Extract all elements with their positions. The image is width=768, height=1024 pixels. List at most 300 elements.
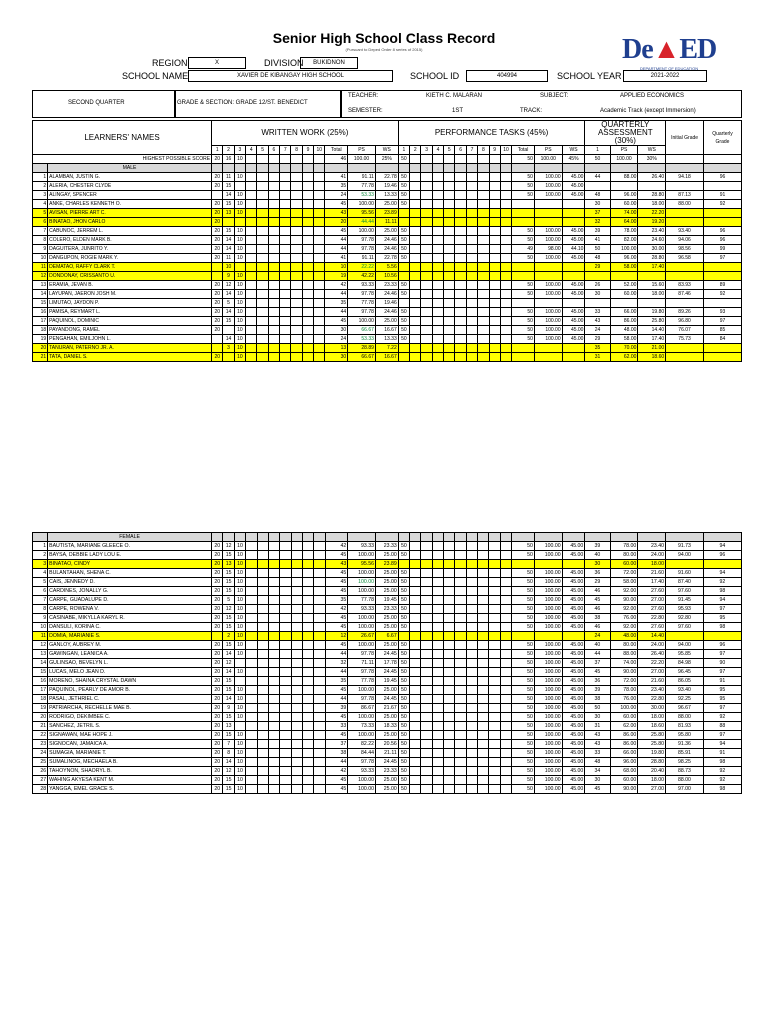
qa-ws: 22.80 — [638, 614, 666, 623]
pt-ps: 100.00 — [534, 641, 562, 650]
qa-ws: 22.20 — [638, 659, 666, 668]
pt-score-9 — [489, 749, 500, 758]
learner-name: TAHOYNON, SHAORYL B. — [48, 767, 212, 776]
ww-score-5 — [257, 641, 268, 650]
section-cell — [280, 533, 291, 542]
pt-score-6 — [455, 218, 466, 227]
page-subnote: (Pursuant to Deped Order 8 series of 2015) — [345, 47, 423, 52]
ww-score-7 — [280, 605, 291, 614]
pt-score-1: 50 — [398, 578, 409, 587]
ww-score-7 — [280, 326, 291, 335]
ww-score-5 — [257, 731, 268, 740]
row-number: 3 — [33, 191, 48, 200]
ww-score-1: 20 — [212, 623, 223, 632]
pt-score-8 — [478, 767, 489, 776]
highest-pt-7 — [466, 155, 477, 164]
quarterly-grade — [703, 299, 741, 308]
ww-ps: 100.00 — [348, 713, 376, 722]
male-section — [33, 164, 742, 173]
ww-ps: 100.00 — [348, 686, 376, 695]
qa-ws: 19.80 — [638, 308, 666, 317]
ww-score-1: 20 — [212, 245, 223, 254]
pt-score-4 — [432, 245, 443, 254]
pt-score-6 — [455, 722, 466, 731]
row-number: 18 — [33, 326, 48, 335]
ww-score-1: 20 — [212, 227, 223, 236]
row-number: 11 — [33, 263, 48, 272]
pt-score-8 — [478, 290, 489, 299]
qa-header-line-1: QUARTERLY — [601, 120, 650, 129]
pt-score-1: 50 — [398, 695, 409, 704]
ww-ws: 22.78 — [375, 173, 398, 182]
ww-total: 35 — [325, 299, 348, 308]
male-learner-row — [33, 272, 742, 281]
pt-score-1: 50 — [398, 173, 409, 182]
ww-score-10 — [314, 263, 325, 272]
qa-ps: 70.00 — [610, 344, 638, 353]
ww-score-4 — [246, 308, 257, 317]
ww-score-3: 10 — [234, 299, 245, 308]
qa-ps: 88.00 — [610, 650, 638, 659]
pt-score-10 — [500, 560, 511, 569]
ww-total: 43 — [325, 209, 348, 218]
ww-score-7 — [280, 578, 291, 587]
ww-score-3: 10 — [234, 650, 245, 659]
pt-score-8 — [478, 578, 489, 587]
pt-ws — [562, 272, 585, 281]
qa-ps: 92.00 — [610, 605, 638, 614]
pt-score-6 — [455, 209, 466, 218]
pt-score-8 — [478, 569, 489, 578]
pt-total: 50 — [512, 767, 535, 776]
initial-grade: 96.45 — [666, 668, 704, 677]
pt-score-8 — [478, 785, 489, 794]
pt-score-2 — [410, 677, 421, 686]
ww-score-3 — [234, 722, 245, 731]
quarterly-assessment-header — [585, 121, 666, 146]
ww-score-2: 9 — [223, 272, 234, 281]
ww-score-10 — [314, 308, 325, 317]
ww-score-10 — [314, 668, 325, 677]
pt-ws: 45.00 — [562, 308, 585, 317]
pt-score-2 — [410, 542, 421, 551]
pt-score-6 — [455, 650, 466, 659]
pt-score-1: 50 — [398, 749, 409, 758]
pt-score-8 — [478, 650, 489, 659]
pt-score-7 — [466, 722, 477, 731]
ww-ps: 100.00 — [348, 569, 376, 578]
quarterly-grade — [703, 344, 741, 353]
female-learner-row — [33, 605, 742, 614]
ww-total: 35 — [325, 182, 348, 191]
ww-score-6 — [268, 695, 279, 704]
ww-ps-col: PS — [348, 146, 376, 155]
ww-score-8 — [291, 551, 302, 560]
ww-score-10 — [314, 731, 325, 740]
pt-ps — [534, 209, 562, 218]
ww-score-2 — [223, 353, 234, 362]
pt-score-5 — [444, 785, 455, 794]
ww-score-4 — [246, 587, 257, 596]
pt-score-6 — [455, 767, 466, 776]
ww-score-2: 13 — [223, 209, 234, 218]
highest-pt-total: 50 — [512, 155, 535, 164]
pt-ps: 100.00 — [534, 236, 562, 245]
ww-score-4 — [246, 767, 257, 776]
qa-score: 40 — [585, 551, 610, 560]
qa-score: 39 — [585, 542, 610, 551]
ww-total: 42 — [325, 542, 348, 551]
ww-score-5 — [257, 713, 268, 722]
pt-score-3 — [421, 650, 432, 659]
quarterly-grade: 97 — [703, 650, 741, 659]
ww-score-9 — [302, 659, 313, 668]
qa-ps: 72.00 — [610, 569, 638, 578]
pt-score-3 — [421, 614, 432, 623]
pt-total: 50 — [512, 650, 535, 659]
ww-ps: 91.11 — [348, 254, 376, 263]
quarterly-grade: 92 — [703, 200, 741, 209]
highest-pt-8 — [478, 155, 489, 164]
pt-total — [512, 344, 535, 353]
pt-score-10 — [500, 677, 511, 686]
quarterly-grade — [703, 182, 741, 191]
pt-score-1: 50 — [398, 281, 409, 290]
quarterly-grade — [703, 632, 741, 641]
qa-ps: 58.00 — [610, 578, 638, 587]
ww-score-10 — [314, 758, 325, 767]
pt-score-5 — [444, 605, 455, 614]
pt-score-2 — [410, 353, 421, 362]
ww-score-3 — [234, 218, 245, 227]
ww-score-1: 20 — [212, 299, 223, 308]
ww-score-3: 10 — [234, 272, 245, 281]
pt-score-8 — [478, 758, 489, 767]
pt-score-9 — [489, 209, 500, 218]
ww-score-5 — [257, 569, 268, 578]
ww-score-10 — [314, 704, 325, 713]
qa-ws: 14.40 — [638, 326, 666, 335]
section-cell — [455, 164, 466, 173]
pt-total: 50 — [512, 704, 535, 713]
qa-score: 43 — [585, 317, 610, 326]
pt-col-8: 8 — [478, 146, 489, 155]
ww-score-6 — [268, 182, 279, 191]
ww-score-2: 13 — [223, 560, 234, 569]
ww-score-6 — [268, 713, 279, 722]
pt-score-2 — [410, 308, 421, 317]
initial-grade: 96.58 — [666, 254, 704, 263]
pt-score-4 — [432, 686, 443, 695]
pt-score-8 — [478, 272, 489, 281]
ww-score-8 — [291, 722, 302, 731]
ww-score-3: 10 — [234, 641, 245, 650]
row-number: 21 — [33, 353, 48, 362]
pt-total: 50 — [512, 578, 535, 587]
pt-score-2 — [410, 695, 421, 704]
ww-score-2: 15 — [223, 227, 234, 236]
quarterly-grade: 97 — [703, 668, 741, 677]
ww-score-7 — [280, 281, 291, 290]
female-class-record-table — [32, 532, 742, 794]
ww-score-3 — [234, 263, 245, 272]
pt-score-6 — [455, 677, 466, 686]
male-learner-row — [33, 200, 742, 209]
pt-total: 50 — [512, 236, 535, 245]
ww-score-7 — [280, 695, 291, 704]
initial-grade: 87.40 — [666, 578, 704, 587]
ww-ws-col: WS — [375, 146, 398, 155]
pt-score-2 — [410, 299, 421, 308]
section-cell — [455, 533, 466, 542]
ww-col-8: 8 — [291, 146, 302, 155]
ww-score-4 — [246, 632, 257, 641]
section-cell — [500, 164, 511, 173]
pt-score-1 — [398, 272, 409, 281]
pt-score-1: 50 — [398, 200, 409, 209]
initial-grade — [666, 209, 704, 218]
pt-score-9 — [489, 659, 500, 668]
ww-ps: 77.78 — [348, 299, 376, 308]
learner-name: PASAL, JETHRIEL C. — [48, 695, 212, 704]
ww-score-1: 20 — [212, 317, 223, 326]
pt-score-8 — [478, 695, 489, 704]
learner-name: MORENO, SHAINA CRYSTAL DAWN — [48, 677, 212, 686]
initial-grade: 83.93 — [666, 281, 704, 290]
ww-score-10 — [314, 272, 325, 281]
learner-name: BULANTAHAN, SHENA C. — [48, 569, 212, 578]
row-number: 4 — [33, 200, 48, 209]
pt-score-6 — [455, 740, 466, 749]
pt-score-1: 50 — [398, 551, 409, 560]
qa-score: 48 — [585, 758, 610, 767]
school-name-value: XAVIER DE KIBANGAY HIGH SCHOOL — [188, 70, 393, 82]
ww-score-2 — [223, 326, 234, 335]
learner-name: SIGNAWAN, MAE HOPE J. — [48, 731, 212, 740]
pt-score-7 — [466, 587, 477, 596]
ww-score-9 — [302, 758, 313, 767]
pt-score-5 — [444, 542, 455, 551]
pt-ps: 100.00 — [534, 722, 562, 731]
ww-score-6 — [268, 254, 279, 263]
ww-score-5 — [257, 758, 268, 767]
ww-score-5 — [257, 281, 268, 290]
ww-score-3 — [234, 182, 245, 191]
ww-score-5 — [257, 668, 268, 677]
female-learner-row — [33, 785, 742, 794]
logo-text-b: ED — [679, 34, 717, 65]
row-number: 13 — [33, 281, 48, 290]
learner-name: ALINGAY, SPENCER — [48, 191, 212, 200]
row-number: 8 — [33, 236, 48, 245]
ww-total: 38 — [325, 749, 348, 758]
pt-total — [512, 209, 535, 218]
pt-score-1: 50 — [398, 317, 409, 326]
ww-score-9 — [302, 173, 313, 182]
pt-score-5 — [444, 560, 455, 569]
ww-score-2: 15 — [223, 578, 234, 587]
pt-score-4 — [432, 785, 443, 794]
pt-score-10 — [500, 272, 511, 281]
pt-score-5 — [444, 299, 455, 308]
row-number: 14 — [33, 659, 48, 668]
ww-total: 44 — [325, 290, 348, 299]
ww-score-10 — [314, 659, 325, 668]
ww-ws: 23.33 — [376, 767, 399, 776]
pt-score-7 — [466, 695, 477, 704]
pt-score-1: 50 — [398, 326, 409, 335]
ww-total: 45 — [325, 227, 348, 236]
pt-score-9 — [489, 731, 500, 740]
ww-score-10 — [314, 200, 325, 209]
pt-ps: 100.00 — [534, 317, 562, 326]
ww-score-10 — [314, 254, 325, 263]
quarterly-grade: 95 — [703, 614, 741, 623]
learner-name: RODRIGO, DEKIMBEE C. — [48, 713, 212, 722]
pt-score-5 — [444, 551, 455, 560]
section-cell — [212, 164, 223, 173]
pt-score-1: 50 — [398, 542, 409, 551]
ww-score-1: 20 — [212, 731, 223, 740]
learner-name: BAUTISTA, MARIANE GLEECE O. — [48, 542, 212, 551]
ww-score-4 — [246, 731, 257, 740]
qa-ps: 48.00 — [610, 632, 638, 641]
pt-col-3: 3 — [421, 146, 432, 155]
ww-score-9 — [302, 560, 313, 569]
pt-ws: 45.00 — [562, 182, 585, 191]
pt-score-4 — [432, 614, 443, 623]
pt-score-10 — [500, 227, 511, 236]
ww-score-8 — [291, 344, 302, 353]
male-learner-row — [33, 317, 742, 326]
pt-total: 50 — [512, 614, 535, 623]
pt-col-2: 2 — [410, 146, 421, 155]
male-learner-row — [33, 281, 742, 290]
ww-score-2: 15 — [223, 200, 234, 209]
pt-score-10 — [500, 587, 511, 596]
ww-score-5 — [257, 299, 268, 308]
ww-score-6 — [268, 263, 279, 272]
ww-ws: 25.00 — [376, 641, 399, 650]
ww-total: 45 — [325, 578, 348, 587]
pt-score-8 — [478, 200, 489, 209]
qa-score: 46 — [585, 623, 610, 632]
section-cell — [432, 533, 443, 542]
pt-ps: 100.00 — [534, 281, 562, 290]
ww-total: 45 — [325, 776, 348, 785]
qa-ps — [610, 272, 638, 281]
qa-ws: 28.80 — [638, 758, 666, 767]
ww-score-2: 11 — [223, 254, 234, 263]
pt-score-1: 50 — [398, 245, 409, 254]
section-cell — [348, 164, 376, 173]
pt-score-3 — [421, 632, 432, 641]
ww-total: 13 — [325, 344, 348, 353]
pt-score-1: 50 — [398, 668, 409, 677]
row-number: 11 — [33, 632, 48, 641]
ww-score-1: 20 — [212, 236, 223, 245]
ww-score-1: 20 — [212, 758, 223, 767]
pt-ps: 100.00 — [534, 776, 562, 785]
learner-name: PAYANDONG, RAMEL — [48, 326, 212, 335]
pt-ps: 100.00 — [534, 182, 562, 191]
pt-score-7 — [466, 218, 477, 227]
initial-grade — [666, 344, 704, 353]
initial-grade: 91.45 — [666, 596, 704, 605]
ww-score-10 — [314, 353, 325, 362]
ww-ws: 23.89 — [375, 209, 398, 218]
pt-score-6 — [455, 173, 466, 182]
initial-grade: 94.18 — [666, 173, 704, 182]
ww-score-10 — [314, 191, 325, 200]
pt-total — [512, 218, 535, 227]
pt-score-8 — [478, 209, 489, 218]
ww-col-5: 5 — [257, 146, 268, 155]
qa-ps: 78.00 — [610, 686, 638, 695]
section-cell — [348, 533, 376, 542]
pt-score-3 — [421, 551, 432, 560]
learner-name: CARPE, ROWENA V. — [48, 605, 212, 614]
pt-score-9 — [489, 200, 500, 209]
pt-score-9 — [489, 218, 500, 227]
initial-grade — [666, 299, 704, 308]
pt-score-6 — [455, 308, 466, 317]
female-learner-row — [33, 578, 742, 587]
pt-ws: 45.00 — [562, 596, 585, 605]
pt-score-6 — [455, 560, 466, 569]
section-cell — [478, 164, 489, 173]
ww-score-6 — [268, 605, 279, 614]
initial-grade: 88.00 — [666, 713, 704, 722]
quarterly-grade-header: Quarterly Grade — [703, 121, 741, 155]
pt-score-9 — [489, 335, 500, 344]
ww-score-2: 12 — [223, 605, 234, 614]
qa-score: 33 — [585, 749, 610, 758]
row-number: 5 — [33, 578, 48, 587]
pt-score-5 — [444, 326, 455, 335]
ww-score-5 — [257, 767, 268, 776]
section-cell — [268, 533, 279, 542]
section-cell — [223, 533, 234, 542]
pt-score-9 — [489, 623, 500, 632]
ww-ws: 25.00 — [376, 686, 399, 695]
pt-score-8 — [478, 245, 489, 254]
ww-score-3: 10 — [234, 344, 245, 353]
section-cell — [246, 164, 257, 173]
ww-ws: 7.22 — [375, 344, 398, 353]
qa-col-1: 1 — [585, 146, 610, 155]
ww-score-7 — [280, 596, 291, 605]
pt-score-3 — [421, 560, 432, 569]
pt-score-4 — [432, 281, 443, 290]
subject-label: SUBJECT: — [540, 93, 569, 99]
ww-ws: 23.33 — [376, 542, 399, 551]
ww-total: 32 — [325, 659, 348, 668]
quarterly-grade: 92 — [703, 578, 741, 587]
qa-ps: 66.00 — [610, 308, 638, 317]
pt-total: 50 — [512, 326, 535, 335]
ww-score-4 — [246, 335, 257, 344]
pt-score-2 — [410, 659, 421, 668]
pt-score-9 — [489, 191, 500, 200]
qa-score: 39 — [585, 227, 610, 236]
pt-score-9 — [489, 596, 500, 605]
ww-score-9 — [302, 578, 313, 587]
ww-ws: 24.46 — [375, 236, 398, 245]
pt-total: 50 — [512, 191, 535, 200]
highest-ww-4 — [246, 155, 257, 164]
learner-name: DEMATAO, RAFFY CLARK T. — [48, 263, 212, 272]
